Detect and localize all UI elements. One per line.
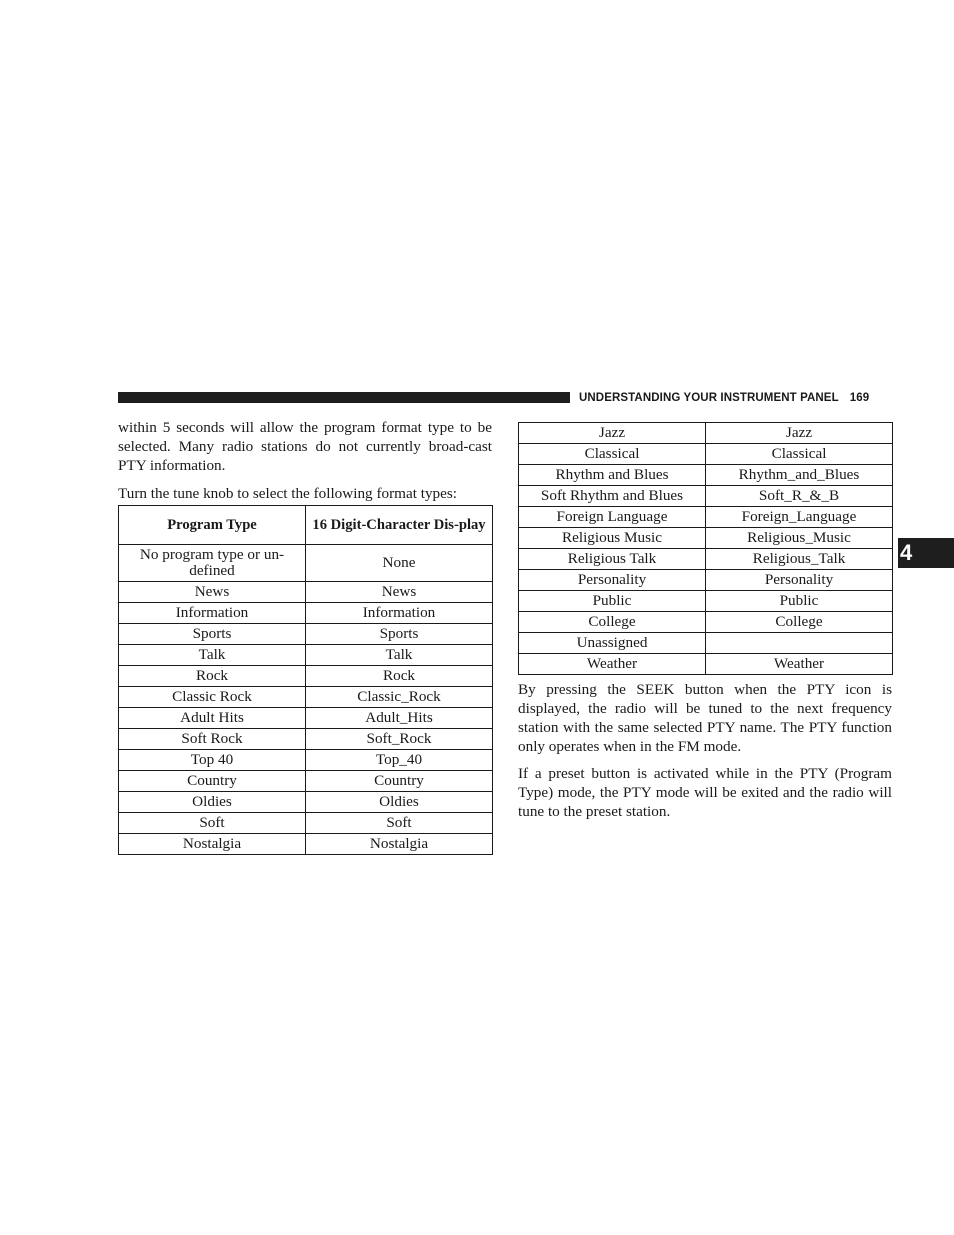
- table-row: [519, 528, 893, 549]
- table-row: [119, 545, 493, 582]
- preset-paragraph: If a preset button is activated while in the PTY (Program Type) mode, the PTY mode will be exited and the radio will tune to the preset station.: [518, 765, 892, 820]
- table-row: [519, 570, 893, 591]
- header-rule: [118, 392, 570, 403]
- table-row: [119, 687, 493, 708]
- table-cell: [706, 633, 893, 654]
- program-type-table-continued: [518, 422, 893, 675]
- table-cell: Religious Talk: [519, 549, 706, 570]
- table-cell: Classical: [706, 444, 893, 465]
- table-cell: Soft_R_&_B: [706, 486, 893, 507]
- table-cell: College: [706, 612, 893, 633]
- table-cell: Soft: [306, 813, 493, 834]
- table-cell: Foreign Language: [519, 507, 706, 528]
- table-cell: Rock: [306, 666, 493, 687]
- table-row: [519, 633, 893, 654]
- table-row: [519, 591, 893, 612]
- table-cell: Personality: [706, 570, 893, 591]
- table-cell: No program type or un-defined: [119, 545, 306, 582]
- table-row: [119, 771, 493, 792]
- table-row: [519, 465, 893, 486]
- table-cell: Unassigned: [519, 633, 706, 654]
- table-row: [519, 423, 893, 444]
- table-row: [119, 645, 493, 666]
- table-cell: Rhythm_and_Blues: [706, 465, 893, 486]
- table-cell: Information: [306, 603, 493, 624]
- table-cell: Public: [706, 591, 893, 612]
- table-cell: Soft Rhythm and Blues: [519, 486, 706, 507]
- table-cell: Adult Hits: [119, 708, 306, 729]
- seek-paragraph: By pressing the SEEK button when the PTY icon is displayed, the radio will be tuned to the next frequency station with the same selected PTY name. The PTY function only operates when in the FM mode.: [518, 681, 892, 755]
- table-row: [519, 507, 893, 528]
- program-type-table: [118, 505, 493, 855]
- table-cell: Top 40: [119, 750, 306, 771]
- intro-paragraph: within 5 seconds will allow the program format type to be selected. Many radio stations do not currently broad-cast PTY information.: [118, 419, 492, 474]
- table-cell: Nostalgia: [306, 834, 493, 855]
- table-header-row: [119, 506, 493, 545]
- column-header: Program Type: [119, 506, 306, 545]
- table-cell: Oldies: [306, 792, 493, 813]
- table-cell: Rhythm and Blues: [519, 465, 706, 486]
- table-row: [519, 444, 893, 465]
- table-cell: News: [119, 582, 306, 603]
- table-row: [119, 666, 493, 687]
- table-cell: Soft_Rock: [306, 729, 493, 750]
- table-cell: Oldies: [119, 792, 306, 813]
- table-cell: Adult_Hits: [306, 708, 493, 729]
- section-title: UNDERSTANDING YOUR INSTRUMENT PANEL: [579, 392, 839, 404]
- running-header: [579, 390, 869, 406]
- table-cell: Nostalgia: [119, 834, 306, 855]
- table-cell: Rock: [119, 666, 306, 687]
- table-cell: Soft Rock: [119, 729, 306, 750]
- instruction-paragraph: Turn the tune knob to select the following format types:: [118, 485, 457, 502]
- table-row: [519, 549, 893, 570]
- table-row: [519, 612, 893, 633]
- table-cell: Talk: [119, 645, 306, 666]
- page-number: 169: [849, 392, 870, 404]
- table-cell: Jazz: [706, 423, 893, 444]
- table-row: [119, 624, 493, 645]
- table-row: [519, 654, 893, 675]
- table-cell: Religious Music: [519, 528, 706, 549]
- table-cell: Jazz: [519, 423, 706, 444]
- table-cell: Information: [119, 603, 306, 624]
- table-cell: Classical: [519, 444, 706, 465]
- table-cell: Soft: [119, 813, 306, 834]
- table-cell: Classic Rock: [119, 687, 306, 708]
- table-cell: Classic_Rock: [306, 687, 493, 708]
- table-cell: Sports: [306, 624, 493, 645]
- table-row: [119, 582, 493, 603]
- chapter-tab: 4: [898, 538, 954, 568]
- table-row: [119, 708, 493, 729]
- table-cell: College: [519, 612, 706, 633]
- column-header: 16 Digit-Character Dis-play: [306, 506, 493, 545]
- table-cell: News: [306, 582, 493, 603]
- table-cell: Country: [306, 771, 493, 792]
- table-row: [119, 603, 493, 624]
- table-cell: Weather: [706, 654, 893, 675]
- table-cell: Foreign_Language: [706, 507, 893, 528]
- table-cell: None: [306, 545, 493, 582]
- table-row: [119, 834, 493, 855]
- table-cell: Weather: [519, 654, 706, 675]
- table-cell: Sports: [119, 624, 306, 645]
- table-row: [519, 486, 893, 507]
- table-cell: Public: [519, 591, 706, 612]
- table-row: [119, 792, 493, 813]
- table-cell: Top_40: [306, 750, 493, 771]
- table-row: [119, 813, 493, 834]
- table-cell: Personality: [519, 570, 706, 591]
- table-cell: Religious_Talk: [706, 549, 893, 570]
- table-cell: Religious_Music: [706, 528, 893, 549]
- table-cell: Talk: [306, 645, 493, 666]
- table-cell: Country: [119, 771, 306, 792]
- table-row: [119, 750, 493, 771]
- table-row: [119, 729, 493, 750]
